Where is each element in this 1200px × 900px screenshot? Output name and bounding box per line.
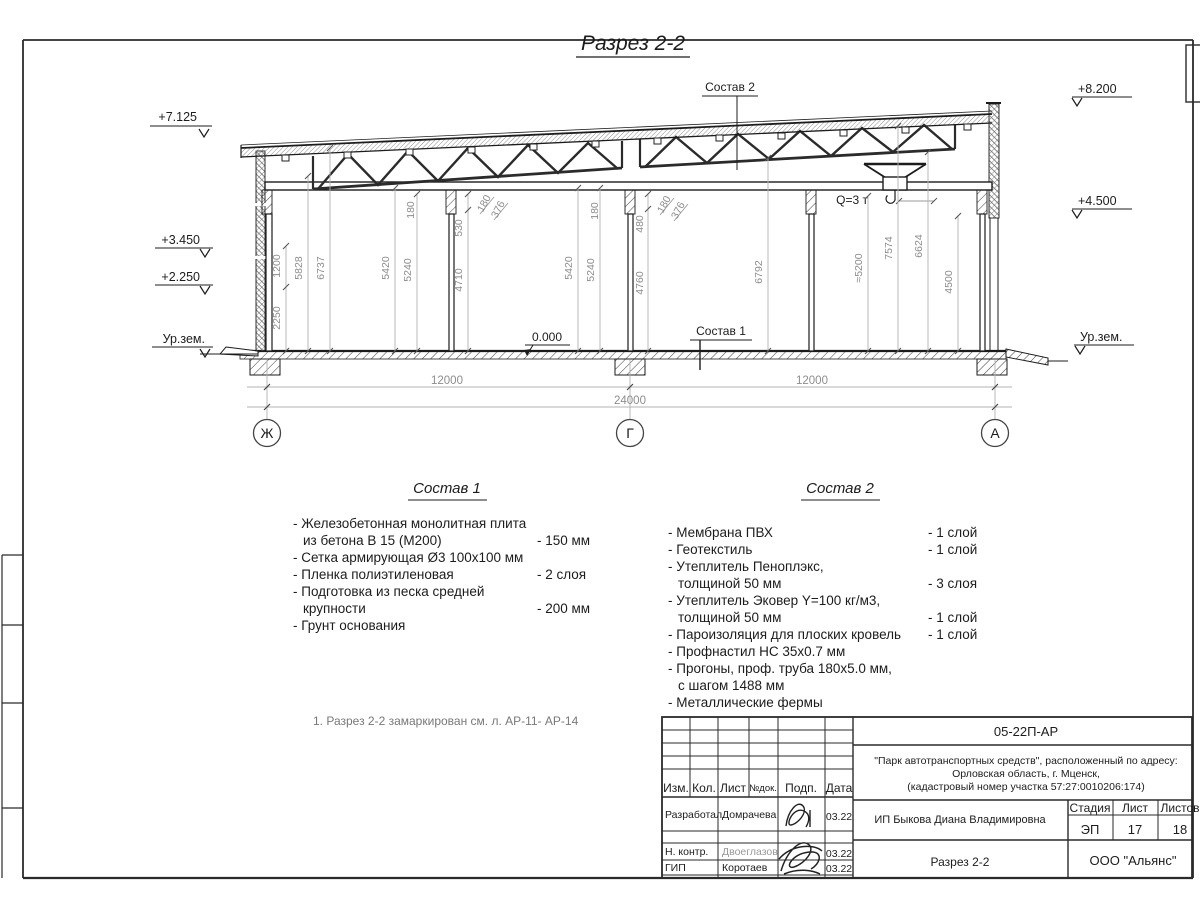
list-amount: - 150 мм — [537, 533, 591, 548]
list-item: с шагом 1488 мм — [678, 678, 785, 693]
dim-5828: 5828 — [293, 256, 305, 280]
elev-4500 — [1072, 194, 1132, 218]
dim-180-c: 180 — [589, 202, 601, 220]
list-item: - Подготовка из песка средней — [293, 584, 485, 599]
elev-arrow-icon — [1072, 210, 1082, 218]
sheet-label: Лист — [1121, 801, 1149, 815]
dim-7574: 7574 — [883, 236, 895, 260]
sheet-note: 1. Разрез 2-2 замаркирован см. л. АР-11- АР-14 — [313, 714, 579, 728]
svg-text:+4.500: +4.500 — [1078, 194, 1117, 208]
elev-3450 — [155, 233, 213, 257]
stage-value: ЭП — [1080, 822, 1100, 837]
crane-capacity-label: Q=3 т — [836, 193, 868, 207]
project-line2: Орловская область, г. Мценск, — [952, 768, 1100, 780]
col-kol: Кол. — [692, 781, 716, 795]
dim-4760: 4760 — [634, 271, 646, 295]
list-item: - Пароизоляция для плоских кровель — [668, 627, 902, 642]
elev-8200 — [1072, 82, 1132, 106]
sostav2-block — [668, 480, 977, 710]
elev-7125 — [150, 110, 212, 137]
svg-text:+8.200: +8.200 — [1078, 82, 1117, 96]
list-item: - Профнастил НС 35х0.7 мм — [668, 644, 846, 659]
elev-arrow-icon — [199, 129, 209, 137]
stage-label: Стадия — [1069, 801, 1111, 815]
list-amount: - 1 слой — [928, 525, 978, 540]
doc-code: 05-22П-АР — [993, 724, 1059, 739]
dim-12000-right: 12000 — [796, 375, 828, 387]
sheet-frame — [23, 40, 1200, 878]
dim-180-a: 180 — [405, 201, 417, 219]
list-amount: - 3 слоя — [928, 576, 978, 591]
dim-1200: 1200 — [271, 254, 283, 278]
vertical-dimensions — [271, 123, 961, 354]
dim-5240-a: 5240 — [402, 258, 414, 282]
row-role: Н. контр. — [665, 846, 709, 858]
signature-gip — [779, 843, 822, 874]
col-ndok: №док. — [749, 783, 777, 794]
foundation-left — [250, 359, 280, 375]
dim-5200: ≈5200 — [853, 253, 865, 283]
project-line3: (кадастровый номер участка 57:27:0010206:174) — [907, 781, 1145, 793]
list-item: - Пленка полиэтиленовая — [293, 567, 454, 582]
list-item: - Сетка армирующая Ø3 100х100 мм — [293, 550, 524, 565]
row-role: Разработал — [665, 809, 723, 821]
sheet-value: 17 — [1127, 822, 1143, 837]
dim-4710: 4710 — [453, 268, 465, 292]
row-role: ГИП — [665, 862, 686, 874]
dim-6624: 6624 — [913, 234, 925, 258]
dim-5420-b: 5420 — [563, 256, 575, 280]
dim-24000: 24000 — [614, 395, 646, 407]
row-date: 03.22 — [825, 848, 853, 860]
sostav1-callout: Состав 1 — [696, 324, 746, 338]
list-item: крупности — [303, 601, 366, 616]
list-amount: - 1 слой — [928, 627, 978, 642]
col-list: Лист — [719, 781, 747, 795]
sostav2-callout: Состав 2 — [705, 80, 755, 94]
page-title — [576, 32, 690, 57]
svg-text:+2.250: +2.250 — [161, 270, 200, 284]
elev-arrow-icon — [1075, 346, 1085, 354]
dim-180-b: 180 — [474, 193, 494, 215]
list-item: толщиной 50 мм — [678, 610, 782, 625]
col-podp: Подп. — [785, 781, 817, 795]
list-item: - Утеплитель Пеноплэкс, — [668, 559, 824, 574]
dim-376-b: 376 — [668, 200, 688, 222]
dim-5420-a: 5420 — [380, 256, 392, 280]
svg-text:Разрез 2-2: Разрез 2-2 — [580, 32, 686, 55]
axis-label-a: А — [990, 425, 1000, 441]
axis-label-g: Г — [626, 425, 634, 441]
elev-arrow-icon — [200, 349, 210, 357]
dim-6792: 6792 — [753, 260, 765, 284]
row-date: 03.22 — [825, 863, 853, 875]
svg-text:Ур.зем.: Ур.зем. — [162, 332, 205, 346]
col-data: Дата — [825, 781, 853, 795]
svg-text:+7.125: +7.125 — [158, 110, 197, 124]
elev-arrow-icon — [200, 286, 210, 294]
list-item: - Мембрана ПВХ — [668, 525, 773, 540]
sostav2-heading: Состав 2 — [806, 480, 874, 497]
left-wall-panel — [256, 151, 265, 351]
row-date: 03.22 — [825, 811, 853, 823]
dim-180-d: 180 — [654, 194, 674, 216]
row-name: Двоеглазов — [722, 846, 778, 858]
dim-12000-left: 12000 — [431, 375, 463, 387]
list-item: из бетона В 15 (М200) — [303, 533, 442, 548]
title-block — [662, 717, 1200, 878]
sostav1-block — [293, 480, 590, 633]
elev-ground-left — [152, 332, 213, 357]
foundation-right — [977, 359, 1007, 375]
client-name: ИП Быкова Диана Владимировна — [874, 814, 1046, 826]
svg-text:0.000: 0.000 — [531, 330, 563, 344]
list-item: - Прогоны, проф. труба 180х5.0 мм, — [668, 661, 892, 676]
roof-deck — [241, 111, 992, 158]
list-item: - Грунт основания — [293, 618, 406, 633]
elev-ground-right — [1074, 330, 1134, 354]
list-amount: - 1 слой — [928, 542, 978, 557]
svg-text:+3.450: +3.450 — [161, 233, 200, 247]
sostav1-heading: Состав 1 — [413, 480, 481, 497]
ground-wedge-left — [220, 347, 258, 356]
list-item: - Геотекстиль — [668, 542, 753, 557]
elev-2250 — [155, 270, 213, 294]
axis-label-zh: Ж — [260, 425, 274, 441]
elev-arrow-icon — [200, 249, 210, 257]
dim-4500: 4500 — [943, 270, 955, 294]
ramp-right — [1006, 349, 1048, 365]
dim-6737: 6737 — [315, 256, 327, 280]
org-name: ООО "Альянс" — [1089, 853, 1177, 868]
svg-text:Ур.зем.: Ур.зем. — [1080, 330, 1123, 344]
row-name: Домрачева — [722, 809, 777, 821]
elev-arrow-icon — [1072, 98, 1082, 106]
list-item: - Металлические фермы — [668, 695, 823, 710]
dim-376-a: 376 — [488, 199, 508, 221]
sheets-label: Листов — [1160, 801, 1200, 815]
dim-2250: 2250 — [271, 306, 283, 330]
row-name: Коротаев — [722, 862, 768, 874]
signature-developer — [786, 804, 810, 827]
list-item: толщиной 50 мм — [678, 576, 782, 591]
list-item: - Утеплитель Эковер Y=100 кг/м3, — [668, 593, 881, 608]
list-amount: - 2 слоя — [537, 567, 587, 582]
list-item: - Железобетонная монолитная плита — [293, 516, 527, 531]
sheets-value: 18 — [1172, 822, 1188, 837]
list-amount: - 1 слой — [928, 610, 978, 625]
walls-columns — [254, 103, 1001, 351]
col-izm: Изм. — [663, 781, 689, 795]
project-line1: "Парк автотранспортных средств", расположенный по адресу: — [874, 755, 1178, 767]
dim-5240-b: 5240 — [585, 258, 597, 282]
dim-530: 530 — [453, 219, 465, 237]
stamp-sheet-title: Разрез 2-2 — [930, 855, 990, 869]
list-amount: - 200 мм — [537, 601, 591, 616]
filing-strip — [2, 555, 23, 878]
crane-hook-icon — [886, 196, 895, 204]
dim-480: 480 — [634, 215, 646, 233]
